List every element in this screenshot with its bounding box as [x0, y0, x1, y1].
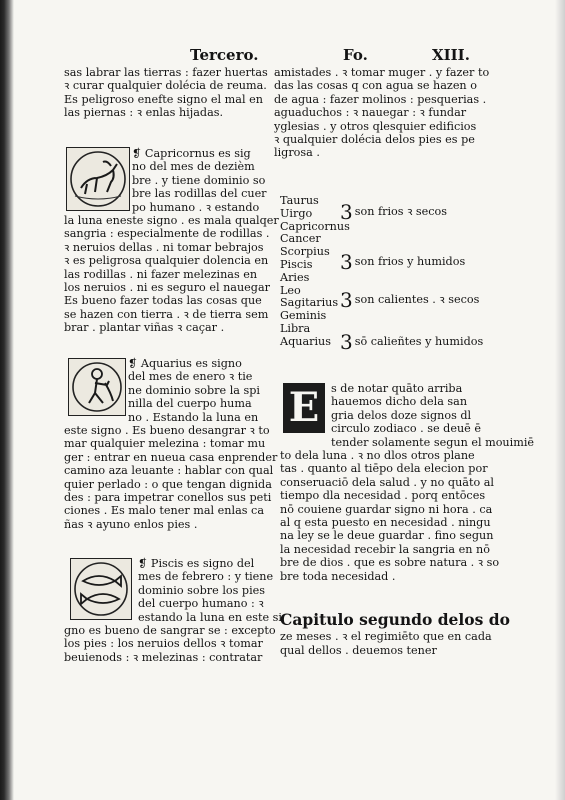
aquarius-line: quier perlado : o que tengan dignida — [64, 477, 272, 491]
aquarius-line: del mes de enero ꝛ tie — [128, 370, 253, 384]
page-right-edge — [555, 0, 565, 800]
pisces-line: los pies : los neruios dellos ꝛ tomar — [64, 637, 263, 651]
zodiac-sign-line: Piscis — [280, 257, 313, 271]
note-line: circulo zodiaco . se deuē ē — [331, 422, 481, 436]
group-label: sō calieñtes y humidos — [354, 335, 484, 348]
capricorn-line: la luna eneste signo . es mala qualqer — [64, 214, 279, 227]
aquarius-line: este signo . Es bueno desangrar ꝛ to — [64, 424, 270, 437]
note-line: na ley se le deue guardar . fino segun — [280, 529, 494, 543]
capricorn-line: ❡ Capricornus es sig — [132, 147, 251, 160]
aquarius-line: mar qualquier melezina : tomar mu — [64, 437, 266, 451]
capricorn-line: ꝛ es peligrosa qualquier dolencia en — [64, 254, 269, 268]
aquarius-paragraph-start — [128, 357, 260, 424]
group-hot-dry: 3 son calientes . ꝛ secos — [340, 288, 480, 312]
chapter-title: Capitulo segundo delos do — [280, 610, 510, 629]
left-intro-line: las piernas : ꝛ enlas hijadas. — [64, 106, 224, 120]
aquarius-paragraph — [64, 424, 277, 531]
zodiac-sign-line: Capricornus — [280, 219, 350, 233]
aquarius-line: ❡ Aquarius es signo — [128, 357, 242, 370]
running-header-book: Tercero. — [190, 46, 259, 64]
note-line: bre toda necesidad . — [280, 569, 396, 583]
zodiac-sign-line: Geminis — [280, 309, 327, 323]
note-line: s de notar quāto arriba — [331, 382, 463, 395]
right-intro-line: ligrosa . — [274, 146, 320, 160]
group-label: son frios ꝛ secos — [354, 205, 448, 218]
aquarius-line: ñas ꝛ ayuno enlos pies . — [64, 517, 198, 531]
pisces-line: gno es bueno de sangrar se : excepto — [64, 624, 276, 637]
zodiac-sign-line: Uirgo — [280, 206, 313, 220]
zodiac-sign-line: Cancer — [280, 232, 321, 246]
zodiac-sign-line: Sagitarius — [280, 296, 339, 310]
left-intro-line: sas labrar las tierras : fazer huertas — [64, 66, 268, 79]
zodiac-sign-line: Aquarius — [280, 334, 331, 348]
note-line: al q esta puesto en necesidad . ningu — [280, 516, 491, 530]
pisces-line: dominio sobre los pies — [138, 583, 266, 597]
group-hot-moist: 3 sō calieñtes y humidos — [340, 330, 484, 354]
right-intro-line: amistades . ꝛ tomar muger . y fazer to — [274, 66, 490, 79]
zodiac-sign-line: Libra — [280, 321, 311, 335]
pisces-paragraph-start — [138, 557, 282, 624]
note-line: conseruaciō dela salud . y no quāto al — [280, 475, 494, 489]
chapter-subtitle-line: qual dellos . deuemos tener — [280, 644, 437, 657]
pisces-line: mes de febrero : y tiene — [138, 570, 274, 584]
capricorn-woodcut-icon — [66, 147, 130, 211]
aquarius-line: camino aza leuante : hablar con qual — [64, 464, 274, 478]
group-label: son frios y humidos — [354, 255, 466, 268]
capricorn-line: bre las rodillas del cuer — [132, 187, 267, 201]
note-line: to dela luna . ꝛ no dlos otros plane — [280, 449, 475, 462]
pisces-line: del cuerpo humano : ꝛ — [138, 597, 264, 611]
pisces-line: estando la luna en este si — [138, 610, 282, 624]
zodiac-sign-line: Scorpius — [280, 245, 330, 259]
zodiac-sign-line: Taurus — [280, 194, 319, 207]
folio-label: Fo. — [343, 46, 368, 64]
aquarius-line: ger : entrar en nueua casa enprender — [64, 450, 278, 464]
left-intro-line: Es peligroso enefte signo el mal en — [64, 92, 263, 106]
note-line: gria delos doze signos dl — [331, 408, 472, 422]
note-line: nō couiene guardar signo ni hora . ca — [280, 502, 493, 516]
capricorn-line: po humano . ꝛ estando — [132, 200, 260, 214]
group-label: son calientes . ꝛ secos — [354, 293, 480, 306]
pisces-line: beuienods : ꝛ melezinas : contratar — [64, 650, 263, 664]
right-intro-line: ꝛ qualquier dolécia delos pies es pe — [274, 133, 475, 147]
capricorn-line: no del mes de dezièm — [132, 160, 255, 174]
aquarius-line: ciones . Es malo tener mal enlas ca — [64, 504, 264, 518]
note-paragraph-start — [331, 382, 534, 449]
capricorn-line: se hazen con tierra . ꝛ de tierra sem — [64, 307, 269, 321]
aquarius-line: des : para impetrar conellos sus peti — [64, 491, 272, 505]
note-line: la necesidad recebir la sangria en nō — [280, 542, 490, 556]
capricorn-paragraph — [64, 214, 279, 335]
capricorn-line: ꝛ neruios dellas . ni tomar bebrajos — [64, 240, 264, 254]
pisces-line: ❡ Piscis es signo del — [138, 557, 255, 570]
chapter-subtitle-line: ze meses . ꝛ el regimiēto que en cada — [280, 630, 492, 643]
note-line: bre de dios . que es sobre natura . ꝛ so — [280, 556, 500, 570]
right-column — [274, 66, 490, 160]
right-intro-line: aguaduchos : ꝛ nauegar : ꝛ fundar — [274, 106, 467, 120]
group-cold-moist: 3 son frios y humidos — [340, 250, 466, 274]
note-line: tender solamente segun el mouimiē — [331, 435, 535, 449]
left-column — [64, 66, 268, 120]
zodiac-sign-line: Leo — [280, 283, 301, 297]
capricorn-line: las rodillas . ni fazer melezinas en — [64, 267, 258, 281]
capricorn-line: Es bueno fazer todas las cosas que — [64, 294, 262, 308]
capricorn-line: brar . plantar viñas ꝛ caçar . — [64, 321, 225, 335]
capricorn-paragraph-start — [132, 147, 267, 214]
chapter-subtitle — [280, 630, 492, 658]
pisces-woodcut-icon — [70, 558, 132, 620]
aquarius-woodcut-icon — [68, 358, 126, 416]
capricorn-line: los neruios . ni es seguro el nauegar — [64, 281, 270, 295]
folio-number: XIII. — [432, 46, 470, 64]
note-line: hauemos dicho dela san — [331, 395, 468, 409]
note-paragraph — [280, 449, 499, 583]
capricorn-line: sangria : especialmente de rodillas . — [64, 227, 270, 241]
aquarius-line: no . Estando la luna en — [128, 410, 259, 424]
right-intro-line: de agua : fazer molinos : pesquerias . — [274, 92, 487, 106]
decorated-initial-e: E — [283, 383, 325, 433]
left-intro-line: ꝛ curar qualquier dolécia de reuma. — [64, 79, 267, 93]
aquarius-line: nilla del cuerpo huma — [128, 397, 252, 411]
page-binding-shadow — [0, 0, 14, 800]
pisces-paragraph — [64, 624, 276, 664]
capricorn-line: bre . y tiene dominio so — [132, 173, 266, 187]
note-line: tiempo dla necesidad . porq entōces — [280, 489, 486, 503]
aquarius-line: ne dominio sobre la spi — [128, 383, 260, 397]
right-intro-text — [274, 66, 490, 160]
right-intro-line: yglesias . y otros qlesquier edificios — [274, 119, 477, 133]
left-intro-text — [64, 66, 268, 120]
group-cold-dry: 3 son frios ꝛ secos — [340, 200, 448, 224]
zodiac-sign-line: Aries — [280, 270, 310, 284]
right-intro-line: das las cosas q con agua se hazen o — [274, 79, 477, 93]
note-line: tas . quanto al tiēpo dela elecion por — [280, 462, 488, 476]
